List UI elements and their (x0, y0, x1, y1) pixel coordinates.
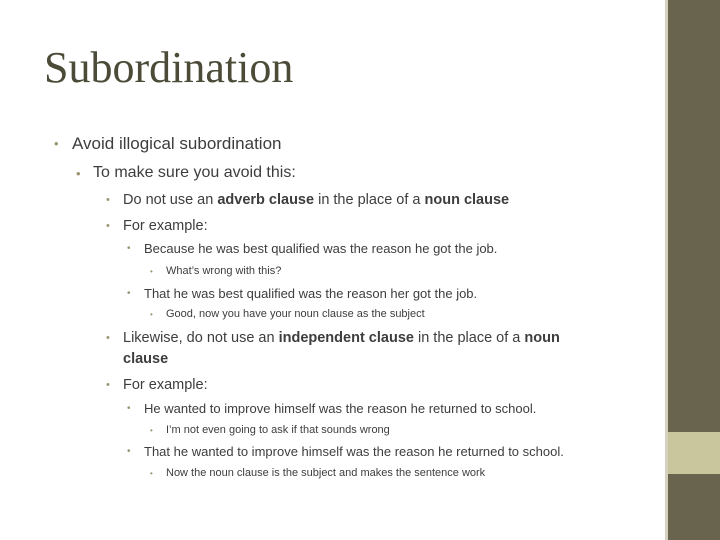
bullet-glyph: • (76, 166, 81, 181)
bullet-glyph: • (106, 379, 110, 391)
sidebar-accent-block (668, 432, 720, 474)
bullet-text (123, 192, 509, 208)
bullet-text (123, 330, 560, 346)
bullet-glyph: • (150, 469, 153, 478)
bullet-text: That he was best qualified was the reason her got the job. (144, 286, 478, 301)
bold-term: adverb clause (217, 192, 315, 208)
bold-term: noun (524, 330, 560, 346)
bullet-glyph: • (106, 332, 110, 344)
bullet-text: He wanted to improve himself was the reason he returned to school. (144, 401, 537, 416)
bullet-glyph: • (127, 446, 131, 457)
bullet-text: Because he was best qualified was the reason he got the job. (144, 241, 498, 256)
bullet-text: For example: (123, 218, 208, 234)
text-run: Likewise, do not use an (123, 330, 279, 346)
bullet-text: Good, now you have your noun clause as the subject (166, 308, 425, 320)
bold-term: noun clause (424, 192, 510, 208)
bullet-glyph: • (54, 136, 59, 151)
bullet-text: To make sure you avoid this: (93, 164, 296, 181)
bullet-continuation (123, 351, 168, 367)
bullet-text: Avoid illogical subordination (72, 134, 282, 153)
text-run: in the place of a (314, 192, 425, 208)
bullet-glyph: • (150, 267, 153, 276)
bold-term: independent clause (278, 330, 414, 346)
bullet-glyph: • (127, 243, 131, 254)
bullet-glyph: • (150, 426, 153, 435)
bullet-glyph: • (127, 403, 131, 414)
bold-term: clause (123, 351, 169, 367)
text-run: Do not use an (123, 192, 218, 208)
bullet-text: That he wanted to improve himself was the reason he returned to school. (144, 444, 564, 459)
bullet-glyph: • (106, 220, 110, 232)
bullet-glyph: • (127, 288, 131, 299)
bullet-text: For example: (123, 377, 208, 393)
bullet-glyph: • (106, 194, 110, 206)
bullet-text: What’s wrong with this? (166, 265, 282, 277)
bullet-text: Now the noun clause is the subject and makes the sentence work (166, 467, 486, 479)
bullet-text: I’m not even going to ask if that sounds wrong (166, 424, 390, 436)
bullet-glyph: • (150, 310, 153, 319)
text-run: in the place of a (413, 330, 525, 346)
slide-title: Subordination (44, 43, 294, 92)
